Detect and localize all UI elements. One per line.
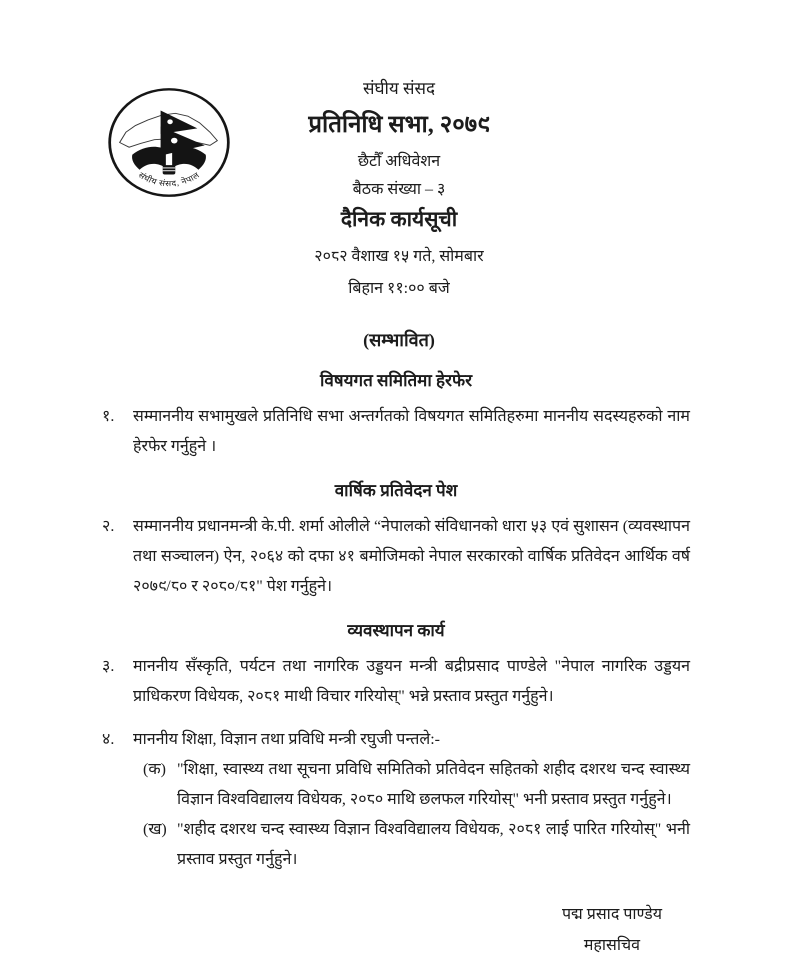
item-text: माननीय शिक्षा, विज्ञान तथा प्रविधि मन्त्री रघुजी पन्तले:- [133, 731, 440, 748]
tentative-label: (सम्भावित) [363, 330, 435, 350]
item-number: ३. [102, 658, 115, 675]
subitem-label: (ख) [143, 821, 167, 838]
signatory-name: पद्म प्रसाद पाण्डेय [561, 906, 662, 923]
agenda-item [102, 402, 690, 462]
item-body [133, 652, 690, 712]
agenda-subitem [133, 755, 690, 815]
section-heading: वार्षिक प्रतिवेदन पेश [334, 481, 458, 500]
document-title: दैनिक कार्यसूची [340, 207, 458, 231]
agenda-subitem [133, 815, 690, 875]
agenda-section [102, 618, 690, 875]
agenda-item [102, 652, 690, 712]
item-body [133, 725, 690, 875]
signatory-title: महासचिव [583, 937, 641, 954]
item-text: सम्माननीय सभामुखले प्रतिनिधि सभा अन्तर्गतको विषयगत समितिहरुमा माननीय सदस्यहरुको नाम हेरफेर गर्नुहुने । [133, 408, 690, 455]
emblem-caption: संघीय संसद, नेपाल [136, 170, 202, 189]
item-number: २. [102, 518, 115, 535]
subitem-text: "शहीद दशरथ चन्द स्वास्थ्य विज्ञान विश्वविद्यालय विधेयक, २०८१ लाई पारित गरियोस्" भनी प्रस्ताव प्रस्तुत गर्नुहुने। [177, 821, 690, 868]
section-heading: व्यवस्थापन कार्य [347, 621, 445, 640]
org-name: संघीय संसद [362, 79, 436, 98]
meeting-number: बैठक संख्या – ३ [352, 181, 446, 198]
agenda-section [102, 478, 690, 602]
subitem-text: "शिक्षा, स्वास्थ्य तथा सूचना प्रविधि समितिको प्रतिवेदन सहितको शहीद दशरथ चन्द स्वास्थ्य विज्ञान विश्वविद्यालय विधेयक, २०८० माथि छलफल गरियोस्" भनी प्रस्ताव प्रस्तुत गर्नुहुने। [177, 761, 690, 808]
agenda-body [102, 368, 690, 875]
section-heading: विषयगत समितिमा हेरफेर [319, 371, 473, 390]
agenda-item [102, 512, 690, 602]
item-number: १. [102, 408, 115, 425]
session-label: छैटौँ अधिवेशन [357, 153, 441, 170]
item-body [133, 402, 690, 462]
agenda-section [102, 368, 690, 462]
item-number: ४. [102, 731, 115, 748]
meeting-date: २०८२ वैशाख १५ गते, सोमबार [314, 248, 484, 265]
item-text: सम्माननीय प्रधानमन्त्री के.पी. शर्मा ओलीले “नेपालको संविधानको धारा ५३ एवं सुशासन (व्यवस्थापन तथा सञ्चालन) ऐन, २०६४ को दफा ४१ बमोजिमको नेपाल सरकारको वार्षिक प्रतिवेदन आर्थिक वर्ष २०७९/८० र २०८०/८१" पेश गर्नुहुने। [133, 518, 690, 595]
house-title: प्रतिनिधि सभा, २०७९ [308, 112, 490, 138]
subitem-label: (क) [143, 761, 166, 778]
agenda-item [102, 725, 690, 875]
item-body [133, 512, 690, 602]
parliament-emblem [106, 86, 232, 199]
item-text: माननीय सँस्कृति, पर्यटन तथा नागरिक उड्डयन मन्त्री बद्रीप्रसाद पाण्डेले "नेपाल नागरिक उड्डयन प्राधिकरण विधेयक, २०८१ माथी विचार गरियोस्" भन्ने प्रस्ताव प्रस्तुत गर्नुहुने। [133, 658, 690, 705]
meeting-time: बिहान ११:०० बजे [348, 280, 450, 297]
signature-block [562, 899, 662, 961]
